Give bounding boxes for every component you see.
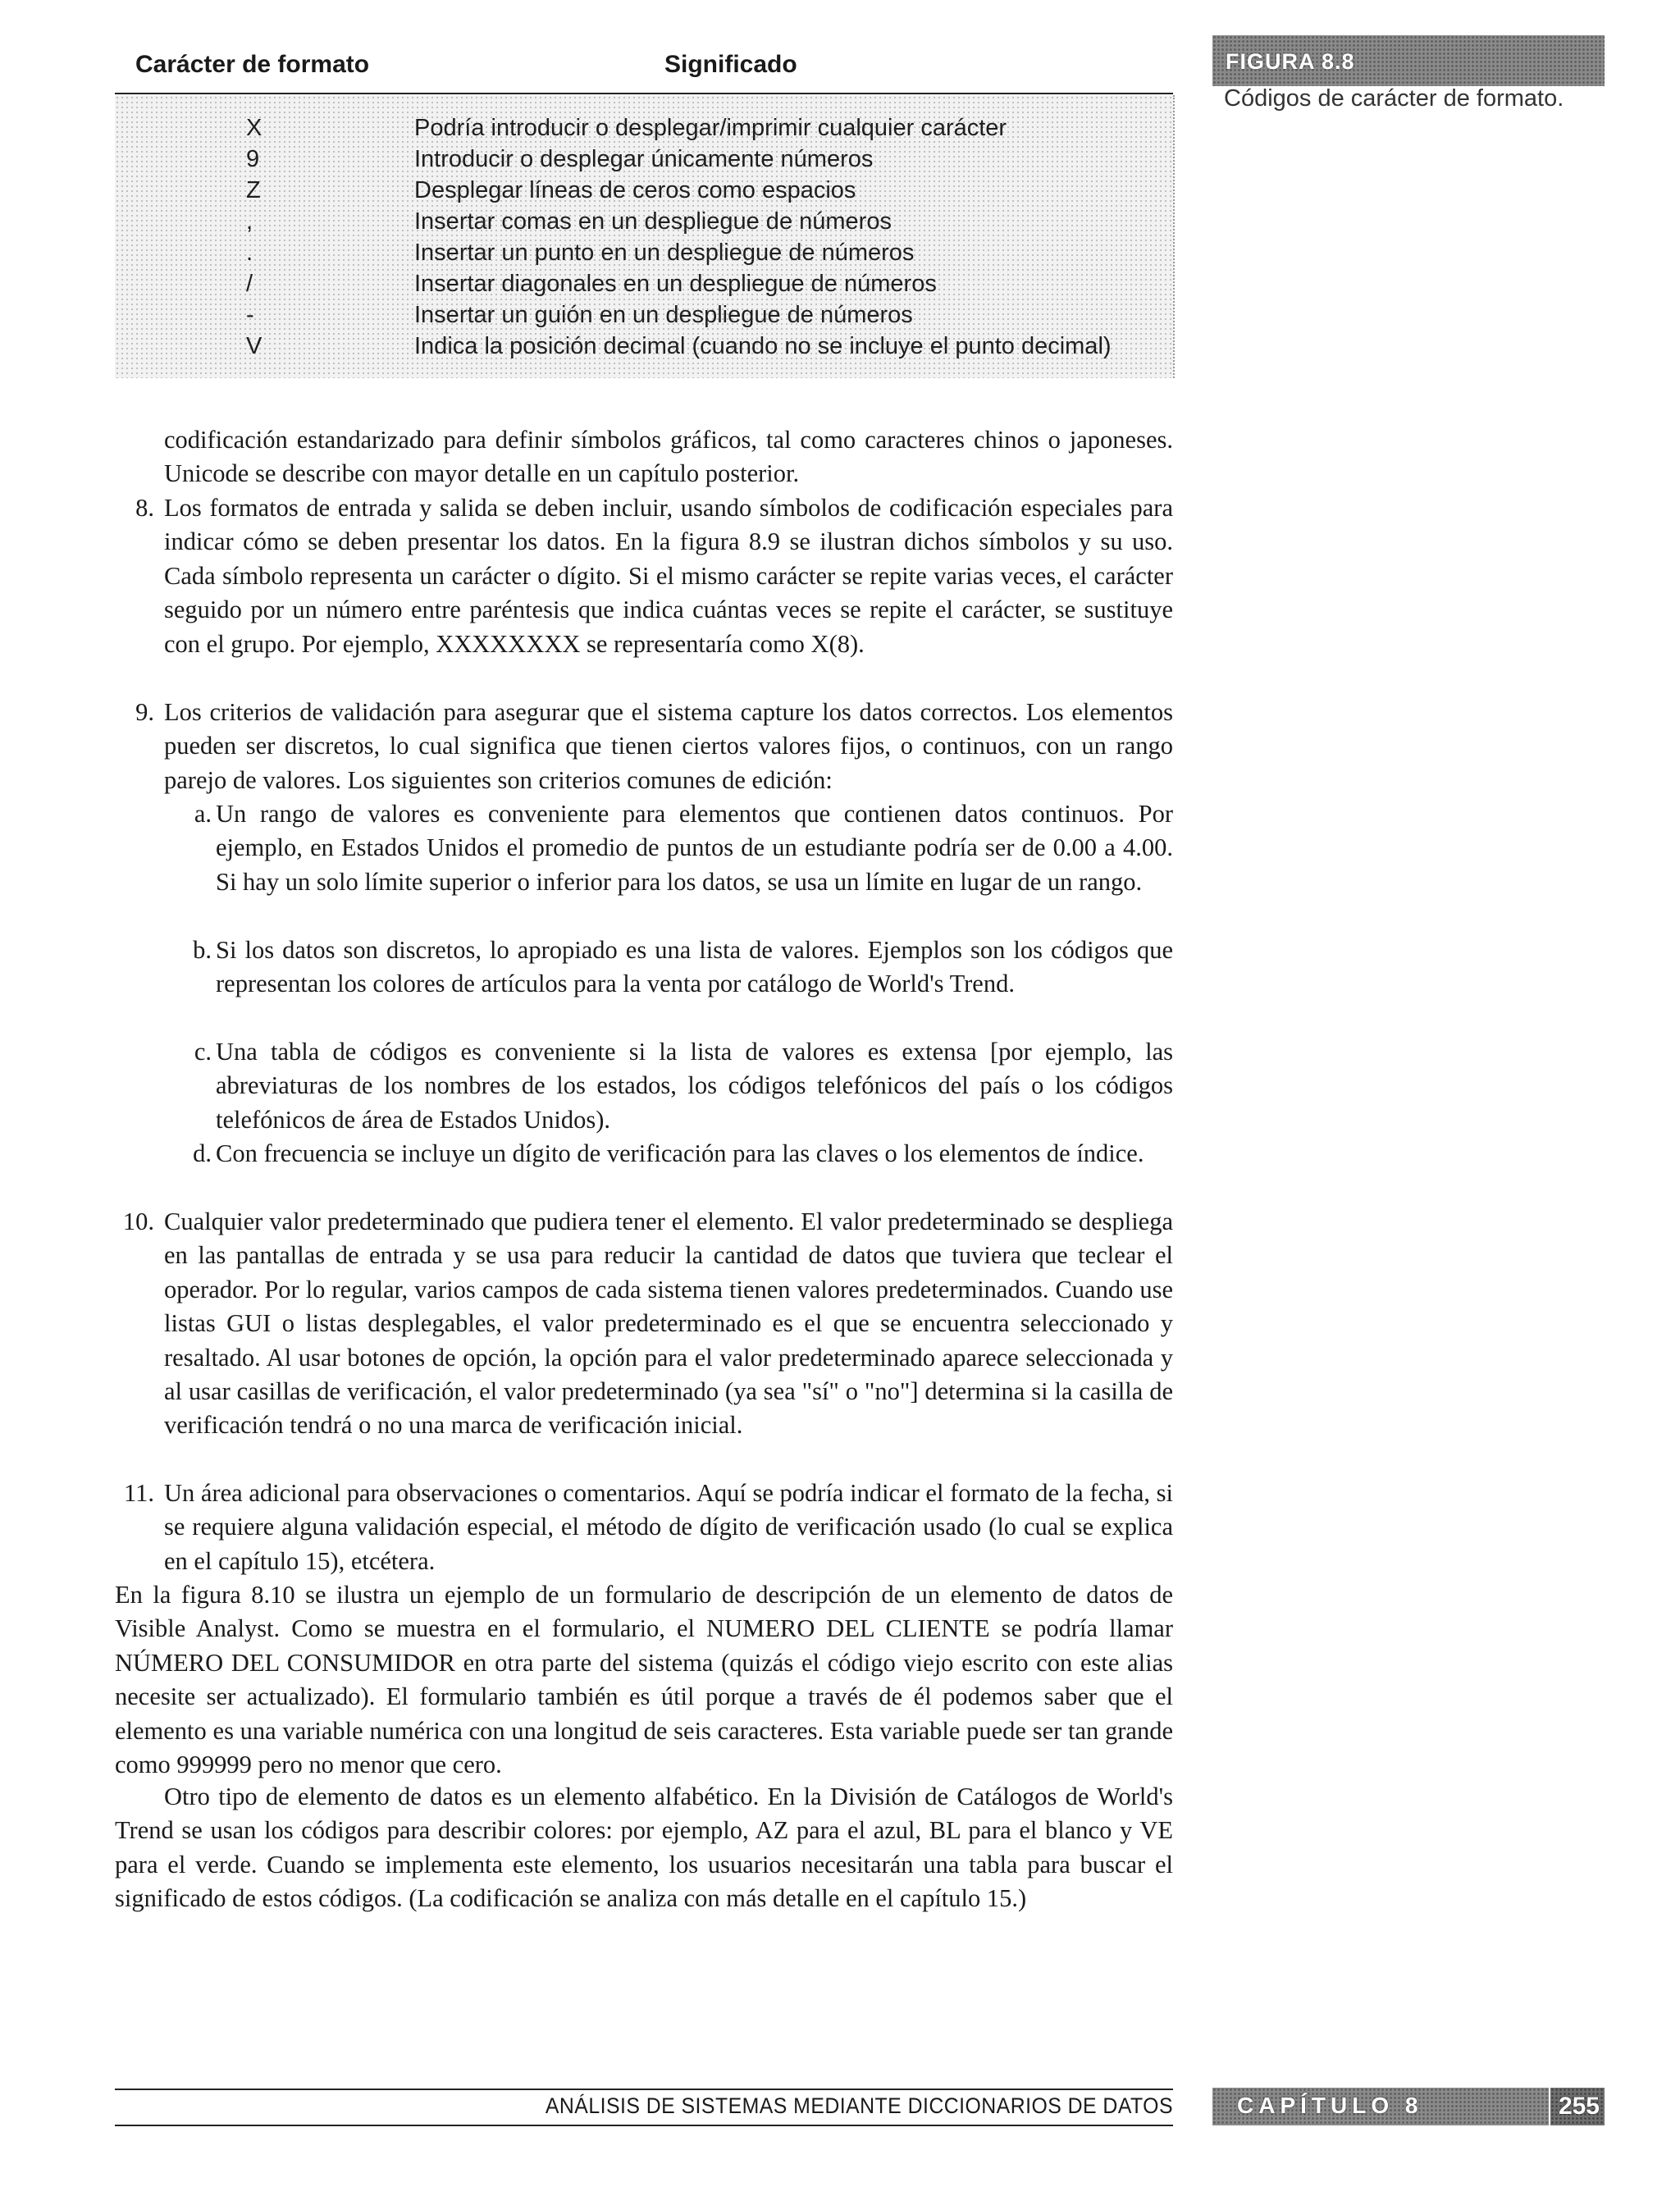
paragraph-intro: codificación estandarizado para definir símbolos gráficos, tal como caracteres chinos o japoneses. Unicode se describe con mayor detalle en un capítulo posterior.: [164, 426, 1173, 488]
table-row: [115, 208, 1173, 240]
list-number: 10.: [122, 1208, 154, 1235]
sub-item-letter: a.: [194, 800, 212, 828]
paragraph-alphabetic-element: Otro tipo de elemento de datos es un elemento alfabético. En la División de Catálogos de World's Trend se usan los códigos para describir colores: por ejemplo, AZ para el azul, BL para el blanco y VE para el verde. Cuando se implementa este elemento, los usuarios necesitarán una tabla para buscar el significado de estos códigos. (La codificación se analiza con más detalle en el capítulo 15.): [115, 1783, 1173, 1913]
format-code: 9: [246, 146, 260, 172]
format-code: V: [246, 333, 262, 359]
page-number: 255: [1558, 2093, 1600, 2120]
format-meaning: Desplegar líneas de ceros como espacios: [414, 177, 856, 203]
format-meaning: Introducir o desplegar únicamente números: [414, 146, 874, 172]
sub-item-c: Una tabla de códigos es conveniente si la lista de valores es extensa [por ejemplo, las abreviaturas de los nombres de los estados, los códigos telefónicos del país o los códigos telefónicos de área de Estados Unidos).: [216, 1038, 1173, 1134]
sub-item-a: Un rango de valores es conveniente para elementos que contienen datos continuos. Por ejemplo, en Estados Unidos el promedio de puntos de un estudiante podría ser de 0.00 a 4.00. Si hay un solo límite superior o inferior para los datos, se usa un límite en lugar de un rango.: [216, 800, 1173, 896]
running-footer-title: ANÁLISIS DE SISTEMAS MEDIANTE DICCIONARIOS DE DATOS: [545, 2093, 1173, 2118]
table-row: [115, 177, 1173, 208]
format-meaning: Insertar comas en un despliegue de números: [414, 208, 892, 235]
format-code: /: [246, 271, 253, 297]
list-number: 11.: [124, 1479, 154, 1507]
table-row: [115, 302, 1173, 333]
format-meaning: Indica la posición decimal (cuando no se incluye el punto decimal): [414, 333, 1112, 359]
sub-item-letter: b.: [193, 936, 212, 964]
sub-item-b: Si los datos son discretos, lo apropiado es una lista de valores. Ejemplos son los códigos que representan los colores de artículos para la venta por catálogo de World's Trend.: [216, 936, 1173, 998]
paragraph-figure-810: En la figura 8.10 se ilustra un ejemplo de un formulario de descripción de un elemento de datos de Visible Analyst. Como se muestra en el formulario, el NUMERO DEL CLIENTE se podría llamar NÚMERO DEL CONSUMIDOR en otra parte del sistema (quizás el código viejo escrito con este alias necesite ser actualizado). El formulario también es útil porque a través de él podemos saber que el elemento es una variable numérica con una longitud de seis caracteres. Esta variable puede ser tan grande como 999999 pero no menor que cero.: [115, 1581, 1173, 1779]
table-row: [115, 333, 1173, 364]
list-item-10: Cualquier valor predeterminado que pudiera tener el elemento. El valor predeterminado se despliega en las pantallas de entrada y se usa para reducir la cantidad de datos que tuviera que teclear el operador. Por lo regular, varios campos de cada sistema tienen valores predeterminados. Cuando use listas GUI o listas desplegables, el valor predeterminado es el que se encuentra seleccionado y resaltado. Al usar botones de opción, la opción para el valor predeterminado aparece seleccionada y al usar casillas de verificación, el valor predeterminado (ya sea "sí" o "no"] determina si la casilla de verificación tendrá o no una marca de verificación inicial.: [164, 1208, 1173, 1440]
sub-item-letter: d.: [193, 1139, 212, 1167]
format-code: ,: [246, 208, 253, 235]
chapter-badge: [1212, 2088, 1549, 2125]
list-number: 8.: [135, 494, 154, 522]
table-row: [115, 146, 1173, 177]
figure-label: FIGURA 8.8: [1226, 49, 1355, 74]
list-item-11: Un área adicional para observaciones o comentarios. Aquí se podría indicar el formato de la fecha, si se requiere alguna validación especial, el método de dígito de verificación usado (lo cual se explica en el capítulo 15), etcétera.: [164, 1479, 1173, 1575]
column-header-meaning: Significado: [664, 51, 797, 78]
figure-label-badge: [1212, 35, 1605, 86]
page-number-badge: [1550, 2088, 1605, 2125]
list-number: 9.: [135, 698, 154, 726]
figure-header-rule: [115, 93, 1173, 94]
table-row: [115, 240, 1173, 271]
footer-rule-top: [115, 2089, 1173, 2090]
list-item-9: Los criterios de validación para asegurar que el sistema capture los datos correctos. Los elementos pueden ser discretos, lo cual significa que tienen ciertos valores fijos, o continuos, con un rango parejo de valores. Los siguientes son criterios comunes de edición:: [164, 698, 1173, 794]
figure-table-body: [115, 95, 1175, 378]
format-meaning: Podría introducir o desplegar/imprimir cualquier carácter: [414, 115, 1007, 141]
format-code: .: [246, 240, 253, 266]
sub-item-letter: c.: [194, 1038, 212, 1066]
column-header-format-character: Carácter de formato: [135, 51, 370, 78]
format-code: X: [246, 115, 262, 141]
sub-item-d: Con frecuencia se incluye un dígito de verificación para las claves o los elementos de índice.: [216, 1139, 1144, 1167]
figure-caption: Códigos de carácter de formato.: [1224, 85, 1564, 112]
format-meaning: Insertar un guión en un despliegue de números: [414, 302, 913, 328]
format-meaning: Insertar diagonales en un despliegue de números: [414, 271, 937, 297]
format-code: Z: [246, 177, 261, 203]
format-meaning: Insertar un punto en un despliegue de números: [414, 240, 915, 266]
footer-rule-bottom: [115, 2125, 1173, 2126]
format-code: -: [246, 302, 254, 328]
chapter-label: CAPÍTULO 8: [1237, 2093, 1423, 2118]
list-item-8: Los formatos de entrada y salida se deben incluir, usando símbolos de codificación especiales para indicar cómo se deben presentar los datos. En la figura 8.9 se ilustran dichos símbolos y su uso. Cada símbolo representa un carácter o dígito. Si el mismo carácter se repite varias veces, el carácter seguido por un número entre paréntesis que indica cuántas veces se repite el carácter, se sustituye con el grupo. Por ejemplo, XXXXXXXX se representaría como X(8).: [164, 494, 1173, 658]
table-row: [115, 115, 1173, 146]
figure-table-header: [135, 48, 1169, 87]
table-row: [115, 271, 1173, 302]
